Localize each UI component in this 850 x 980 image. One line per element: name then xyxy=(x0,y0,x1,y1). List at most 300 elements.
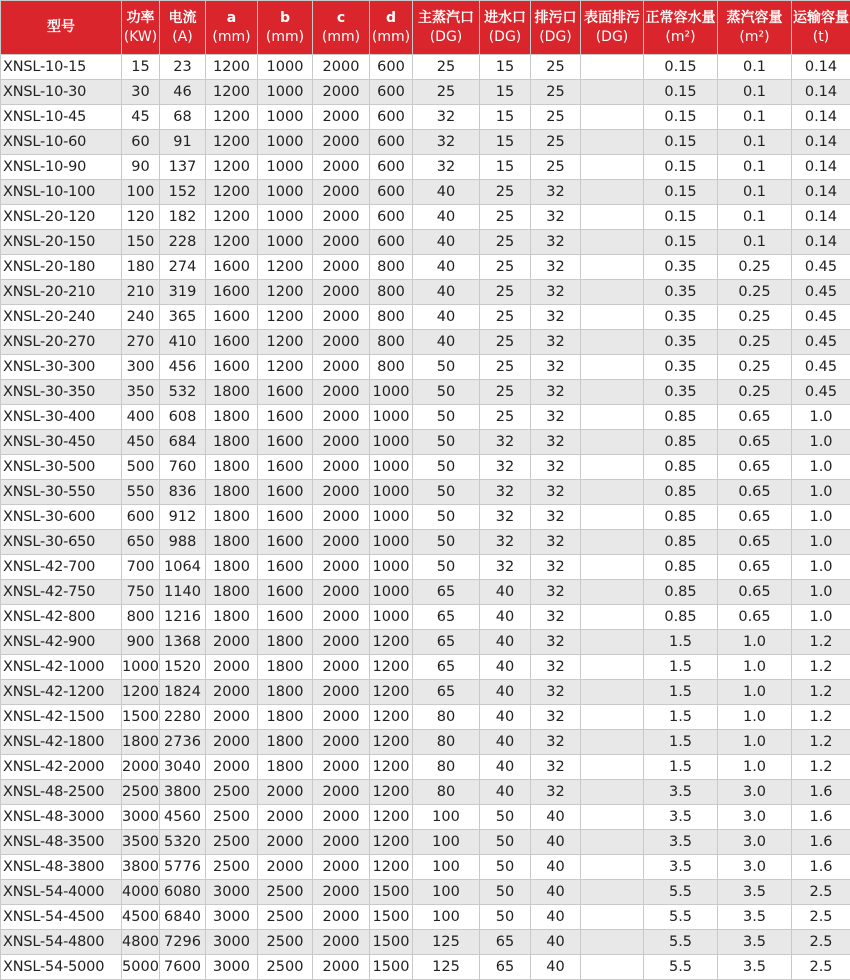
table-cell: 1200 xyxy=(206,180,258,205)
table-cell: 100 xyxy=(413,880,480,905)
table-cell: 1000 xyxy=(258,130,313,155)
table-row xyxy=(1,155,850,180)
column-header xyxy=(718,1,792,55)
table-cell: 1.2 xyxy=(792,630,850,655)
table-cell: 800 xyxy=(370,255,413,280)
column-header-unit: (A) xyxy=(160,28,205,47)
table-row xyxy=(1,380,850,405)
table-cell: 1.5 xyxy=(644,680,718,705)
table-cell: 0.14 xyxy=(792,230,850,255)
table-cell: 1200 xyxy=(258,330,313,355)
table-cell: 1000 xyxy=(370,505,413,530)
table-cell xyxy=(581,830,644,855)
column-header-title: 主蒸汽口 xyxy=(413,9,479,28)
table-cell: 550 xyxy=(122,480,160,505)
table-cell: 25 xyxy=(531,55,581,80)
table-cell: 1600 xyxy=(258,580,313,605)
table-cell: 228 xyxy=(160,230,206,255)
column-header-title: 正常容水量 xyxy=(644,9,717,28)
table-cell: 2500 xyxy=(206,780,258,805)
table-cell: 3.0 xyxy=(718,805,792,830)
table-cell: 40 xyxy=(480,680,531,705)
table-cell: 1000 xyxy=(258,80,313,105)
table-cell: 1.0 xyxy=(718,630,792,655)
table-cell: 2000 xyxy=(313,55,370,80)
table-cell: 25 xyxy=(480,330,531,355)
table-cell: 40 xyxy=(531,805,581,830)
table-cell xyxy=(581,630,644,655)
table-cell: 40 xyxy=(531,905,581,930)
table-cell: 1200 xyxy=(206,155,258,180)
table-cell: 1200 xyxy=(206,55,258,80)
table-cell: 0.65 xyxy=(718,505,792,530)
table-cell: 1600 xyxy=(258,430,313,455)
table-cell xyxy=(581,355,644,380)
table-cell: 1600 xyxy=(206,305,258,330)
table-row xyxy=(1,605,850,630)
table-cell: 1800 xyxy=(206,605,258,630)
table-cell: 1000 xyxy=(258,230,313,255)
table-cell: 2000 xyxy=(313,805,370,830)
model-cell: XNSL-54-4000 xyxy=(1,880,122,905)
table-cell: 1200 xyxy=(206,230,258,255)
table-cell: 1600 xyxy=(258,380,313,405)
column-header-title: a xyxy=(206,9,257,28)
table-cell: 1200 xyxy=(258,255,313,280)
table-cell xyxy=(581,155,644,180)
table-cell: 836 xyxy=(160,480,206,505)
table-cell: 40 xyxy=(531,930,581,955)
model-cell: XNSL-48-2500 xyxy=(1,780,122,805)
table-cell: 2.5 xyxy=(792,930,850,955)
table-cell: 2000 xyxy=(313,955,370,980)
table-cell: 0.35 xyxy=(644,255,718,280)
table-cell: 0.15 xyxy=(644,205,718,230)
table-cell: 3500 xyxy=(122,830,160,855)
table-cell: 1000 xyxy=(370,430,413,455)
column-header-unit: (mm) xyxy=(313,28,369,47)
table-cell: 0.85 xyxy=(644,555,718,580)
column-header-unit: (mm) xyxy=(258,28,312,47)
table-cell: 1.0 xyxy=(792,430,850,455)
table-cell: 684 xyxy=(160,430,206,455)
table-cell: 1.0 xyxy=(792,605,850,630)
table-cell: 65 xyxy=(480,955,531,980)
table-cell: 600 xyxy=(370,155,413,180)
model-cell: XNSL-42-1800 xyxy=(1,730,122,755)
model-cell: XNSL-10-100 xyxy=(1,180,122,205)
table-cell: 365 xyxy=(160,305,206,330)
table-cell: 2000 xyxy=(313,505,370,530)
table-cell: 912 xyxy=(160,505,206,530)
model-cell: XNSL-48-3000 xyxy=(1,805,122,830)
table-cell: 32 xyxy=(531,280,581,305)
table-cell: 15 xyxy=(480,155,531,180)
column-header-unit: (t) xyxy=(792,28,850,47)
table-cell: 32 xyxy=(413,155,480,180)
table-cell: 1.5 xyxy=(644,655,718,680)
table-cell: 3.5 xyxy=(644,830,718,855)
table-cell: 0.14 xyxy=(792,55,850,80)
table-cell: 1600 xyxy=(258,530,313,555)
table-cell: 2000 xyxy=(313,105,370,130)
table-cell: 210 xyxy=(122,280,160,305)
table-cell: 32 xyxy=(531,655,581,680)
table-cell xyxy=(581,205,644,230)
table-cell: 2000 xyxy=(206,730,258,755)
table-cell: 1.5 xyxy=(644,730,718,755)
model-cell: XNSL-30-450 xyxy=(1,430,122,455)
table-cell: 25 xyxy=(480,230,531,255)
table-cell: 32 xyxy=(531,630,581,655)
table-cell: 1520 xyxy=(160,655,206,680)
table-cell: 750 xyxy=(122,580,160,605)
model-cell: XNSL-10-15 xyxy=(1,55,122,80)
table-row xyxy=(1,580,850,605)
table-cell: 0.1 xyxy=(718,55,792,80)
table-cell: 0.14 xyxy=(792,80,850,105)
table-cell: 1.0 xyxy=(718,680,792,705)
table-cell: 2000 xyxy=(313,830,370,855)
table-cell: 45 xyxy=(122,105,160,130)
column-header xyxy=(480,1,531,55)
table-cell: 80 xyxy=(413,705,480,730)
table-cell: 1.6 xyxy=(792,805,850,830)
table-cell: 50 xyxy=(413,405,480,430)
table-cell: 3.5 xyxy=(718,930,792,955)
table-cell: 1500 xyxy=(122,705,160,730)
table-cell: 25 xyxy=(531,105,581,130)
table-cell: 0.25 xyxy=(718,380,792,405)
table-cell: 3040 xyxy=(160,755,206,780)
table-cell: 50 xyxy=(413,355,480,380)
table-cell xyxy=(581,280,644,305)
model-cell: XNSL-42-1500 xyxy=(1,705,122,730)
table-row xyxy=(1,905,850,930)
table-cell: 800 xyxy=(370,355,413,380)
table-cell: 2000 xyxy=(313,555,370,580)
table-row xyxy=(1,630,850,655)
table-cell: 0.14 xyxy=(792,180,850,205)
table-cell: 0.85 xyxy=(644,455,718,480)
column-header xyxy=(206,1,258,55)
table-cell: 80 xyxy=(413,780,480,805)
table-cell: 1600 xyxy=(258,455,313,480)
table-cell: 350 xyxy=(122,380,160,405)
table-cell xyxy=(581,305,644,330)
table-cell xyxy=(581,380,644,405)
table-cell: 25 xyxy=(413,55,480,80)
table-cell: 2500 xyxy=(258,880,313,905)
table-cell: 1200 xyxy=(258,355,313,380)
table-row xyxy=(1,55,850,80)
table-cell: 2000 xyxy=(313,855,370,880)
table-row xyxy=(1,205,850,230)
table-row xyxy=(1,730,850,755)
table-cell: 2000 xyxy=(313,605,370,630)
table-cell: 25 xyxy=(531,130,581,155)
table-cell: 3.5 xyxy=(644,805,718,830)
table-row xyxy=(1,505,850,530)
table-cell: 1.6 xyxy=(792,780,850,805)
model-cell: XNSL-30-550 xyxy=(1,480,122,505)
table-cell: 40 xyxy=(531,855,581,880)
table-cell xyxy=(581,655,644,680)
table-cell: 2000 xyxy=(313,255,370,280)
table-cell: 1200 xyxy=(370,705,413,730)
table-cell: 32 xyxy=(480,480,531,505)
table-cell: 1000 xyxy=(258,55,313,80)
model-cell: XNSL-42-1000 xyxy=(1,655,122,680)
table-cell: 60 xyxy=(122,130,160,155)
table-cell xyxy=(581,730,644,755)
table-cell: 1200 xyxy=(206,205,258,230)
table-cell: 32 xyxy=(531,430,581,455)
table-cell: 2000 xyxy=(313,80,370,105)
table-row xyxy=(1,255,850,280)
table-cell: 100 xyxy=(413,905,480,930)
table-cell xyxy=(581,105,644,130)
table-cell: 0.85 xyxy=(644,605,718,630)
model-cell: XNSL-20-180 xyxy=(1,255,122,280)
table-cell: 0.25 xyxy=(718,255,792,280)
table-cell: 1000 xyxy=(370,455,413,480)
table-cell: 1800 xyxy=(206,380,258,405)
table-cell: 180 xyxy=(122,255,160,280)
column-header xyxy=(122,1,160,55)
table-cell: 2000 xyxy=(313,180,370,205)
table-cell: 1600 xyxy=(206,330,258,355)
table-cell: 2000 xyxy=(313,230,370,255)
table-cell: 32 xyxy=(531,405,581,430)
column-header-unit: (mm) xyxy=(370,28,412,47)
table-cell: 2000 xyxy=(313,780,370,805)
column-header-unit: (m²) xyxy=(644,28,717,47)
table-cell: 3.5 xyxy=(718,955,792,980)
table-cell: 0.14 xyxy=(792,155,850,180)
table-cell: 3000 xyxy=(206,955,258,980)
table-cell: 1600 xyxy=(206,255,258,280)
model-cell: XNSL-20-210 xyxy=(1,280,122,305)
table-row xyxy=(1,555,850,580)
table-header xyxy=(1,1,850,55)
table-cell: 1600 xyxy=(258,405,313,430)
table-cell: 700 xyxy=(122,555,160,580)
table-cell: 40 xyxy=(531,830,581,855)
table-cell: 40 xyxy=(531,955,581,980)
table-cell: 50 xyxy=(480,855,531,880)
table-cell: 3000 xyxy=(206,930,258,955)
table-cell: 1200 xyxy=(370,680,413,705)
model-cell: XNSL-30-350 xyxy=(1,380,122,405)
table-cell: 1200 xyxy=(206,130,258,155)
table-cell: 0.1 xyxy=(718,105,792,130)
table-cell: 100 xyxy=(413,855,480,880)
table-cell: 2000 xyxy=(313,380,370,405)
table-cell: 0.65 xyxy=(718,555,792,580)
table-cell: 0.1 xyxy=(718,80,792,105)
table-cell: 2000 xyxy=(313,880,370,905)
table-cell xyxy=(581,880,644,905)
table-cell: 532 xyxy=(160,380,206,405)
column-header-title: 运输容量 xyxy=(792,9,850,28)
table-cell: 25 xyxy=(531,80,581,105)
table-cell: 50 xyxy=(413,455,480,480)
table-cell: 2000 xyxy=(206,655,258,680)
table-cell: 50 xyxy=(480,805,531,830)
table-cell: 15 xyxy=(480,105,531,130)
model-cell: XNSL-10-90 xyxy=(1,155,122,180)
table-cell: 1.0 xyxy=(718,655,792,680)
table-cell xyxy=(581,805,644,830)
table-cell: 2000 xyxy=(313,480,370,505)
table-cell: 240 xyxy=(122,305,160,330)
table-cell: 2000 xyxy=(258,830,313,855)
table-cell xyxy=(581,480,644,505)
table-cell: 40 xyxy=(413,280,480,305)
table-cell: 32 xyxy=(531,380,581,405)
table-row xyxy=(1,805,850,830)
table-cell: 32 xyxy=(531,255,581,280)
table-cell: 40 xyxy=(480,780,531,805)
table-cell: 608 xyxy=(160,405,206,430)
table-cell: 100 xyxy=(413,830,480,855)
table-cell: 0.1 xyxy=(718,155,792,180)
table-cell: 4000 xyxy=(122,880,160,905)
table-cell: 1600 xyxy=(258,605,313,630)
table-cell: 100 xyxy=(122,180,160,205)
table-cell: 1000 xyxy=(370,605,413,630)
table-cell: 40 xyxy=(413,305,480,330)
table-cell: 25 xyxy=(480,255,531,280)
table-cell: 1.5 xyxy=(644,705,718,730)
table-cell: 1800 xyxy=(206,530,258,555)
table-cell: 2000 xyxy=(313,130,370,155)
table-cell: 152 xyxy=(160,180,206,205)
table-cell xyxy=(581,180,644,205)
table-cell: 1.0 xyxy=(792,555,850,580)
table-cell: 1800 xyxy=(206,405,258,430)
table-cell: 2500 xyxy=(258,930,313,955)
table-cell: 0.25 xyxy=(718,280,792,305)
table-cell: 0.65 xyxy=(718,405,792,430)
table-cell xyxy=(581,605,644,630)
table-cell xyxy=(581,130,644,155)
table-cell: 3000 xyxy=(206,905,258,930)
column-header xyxy=(531,1,581,55)
column-header-title: 电流 xyxy=(160,9,205,28)
table-cell: 0.15 xyxy=(644,130,718,155)
table-cell: 1800 xyxy=(206,480,258,505)
table-cell: 1.0 xyxy=(792,505,850,530)
table-cell: 0.14 xyxy=(792,105,850,130)
table-cell: 2000 xyxy=(313,205,370,230)
table-cell: 2000 xyxy=(313,280,370,305)
table-cell: 2000 xyxy=(206,630,258,655)
table-cell: 30 xyxy=(122,80,160,105)
table-cell: 600 xyxy=(370,180,413,205)
table-row xyxy=(1,330,850,355)
table-cell: 40 xyxy=(531,880,581,905)
table-cell xyxy=(581,855,644,880)
table-cell: 32 xyxy=(480,555,531,580)
table-cell: 410 xyxy=(160,330,206,355)
table-cell: 1800 xyxy=(258,705,313,730)
table-cell: 5.5 xyxy=(644,930,718,955)
table-cell: 1600 xyxy=(258,505,313,530)
table-cell: 0.14 xyxy=(792,130,850,155)
table-cell: 1.5 xyxy=(644,630,718,655)
table-cell: 3000 xyxy=(122,805,160,830)
table-cell: 650 xyxy=(122,530,160,555)
table-cell: 2000 xyxy=(313,430,370,455)
table-cell: 0.25 xyxy=(718,330,792,355)
table-row xyxy=(1,405,850,430)
table-cell: 2500 xyxy=(206,805,258,830)
column-header xyxy=(581,1,644,55)
table-row xyxy=(1,180,850,205)
table-cell: 1800 xyxy=(258,630,313,655)
column-header-unit: (DG) xyxy=(480,28,530,47)
table-cell: 32 xyxy=(531,780,581,805)
table-cell: 0.15 xyxy=(644,155,718,180)
table-cell: 0.15 xyxy=(644,105,718,130)
table-cell: 1000 xyxy=(370,405,413,430)
table-cell xyxy=(581,505,644,530)
model-cell: XNSL-48-3500 xyxy=(1,830,122,855)
table-row xyxy=(1,930,850,955)
table-cell: 32 xyxy=(531,355,581,380)
table-cell: 1.6 xyxy=(792,855,850,880)
model-cell: XNSL-42-1200 xyxy=(1,680,122,705)
table-cell xyxy=(581,430,644,455)
table-cell: 3800 xyxy=(160,780,206,805)
model-cell: XNSL-10-30 xyxy=(1,80,122,105)
table-cell: 90 xyxy=(122,155,160,180)
table-cell: 40 xyxy=(413,255,480,280)
table-cell: 1500 xyxy=(370,955,413,980)
table-row xyxy=(1,655,850,680)
table-cell: 1200 xyxy=(206,80,258,105)
table-cell: 0.1 xyxy=(718,205,792,230)
table-cell: 32 xyxy=(531,305,581,330)
table-cell xyxy=(581,905,644,930)
column-header-unit: (DG) xyxy=(581,28,643,47)
table-cell: 50 xyxy=(480,830,531,855)
table-cell: 1200 xyxy=(370,630,413,655)
table-cell: 2000 xyxy=(206,680,258,705)
table-cell: 65 xyxy=(413,680,480,705)
table-cell: 32 xyxy=(531,505,581,530)
table-cell: 5320 xyxy=(160,830,206,855)
table-cell: 25 xyxy=(480,355,531,380)
table-cell: 182 xyxy=(160,205,206,230)
table-cell: 1.0 xyxy=(792,530,850,555)
table-cell xyxy=(581,930,644,955)
table-cell: 32 xyxy=(531,180,581,205)
model-cell: XNSL-10-60 xyxy=(1,130,122,155)
header-row xyxy=(1,1,850,55)
table-cell: 25 xyxy=(480,305,531,330)
table-cell: 1000 xyxy=(370,380,413,405)
table-cell: 2000 xyxy=(313,930,370,955)
table-cell: 1000 xyxy=(370,555,413,580)
table-cell: 80 xyxy=(413,730,480,755)
table-cell: 0.25 xyxy=(718,305,792,330)
table-cell: 0.35 xyxy=(644,380,718,405)
table-cell: 0.1 xyxy=(718,180,792,205)
table-row xyxy=(1,105,850,130)
